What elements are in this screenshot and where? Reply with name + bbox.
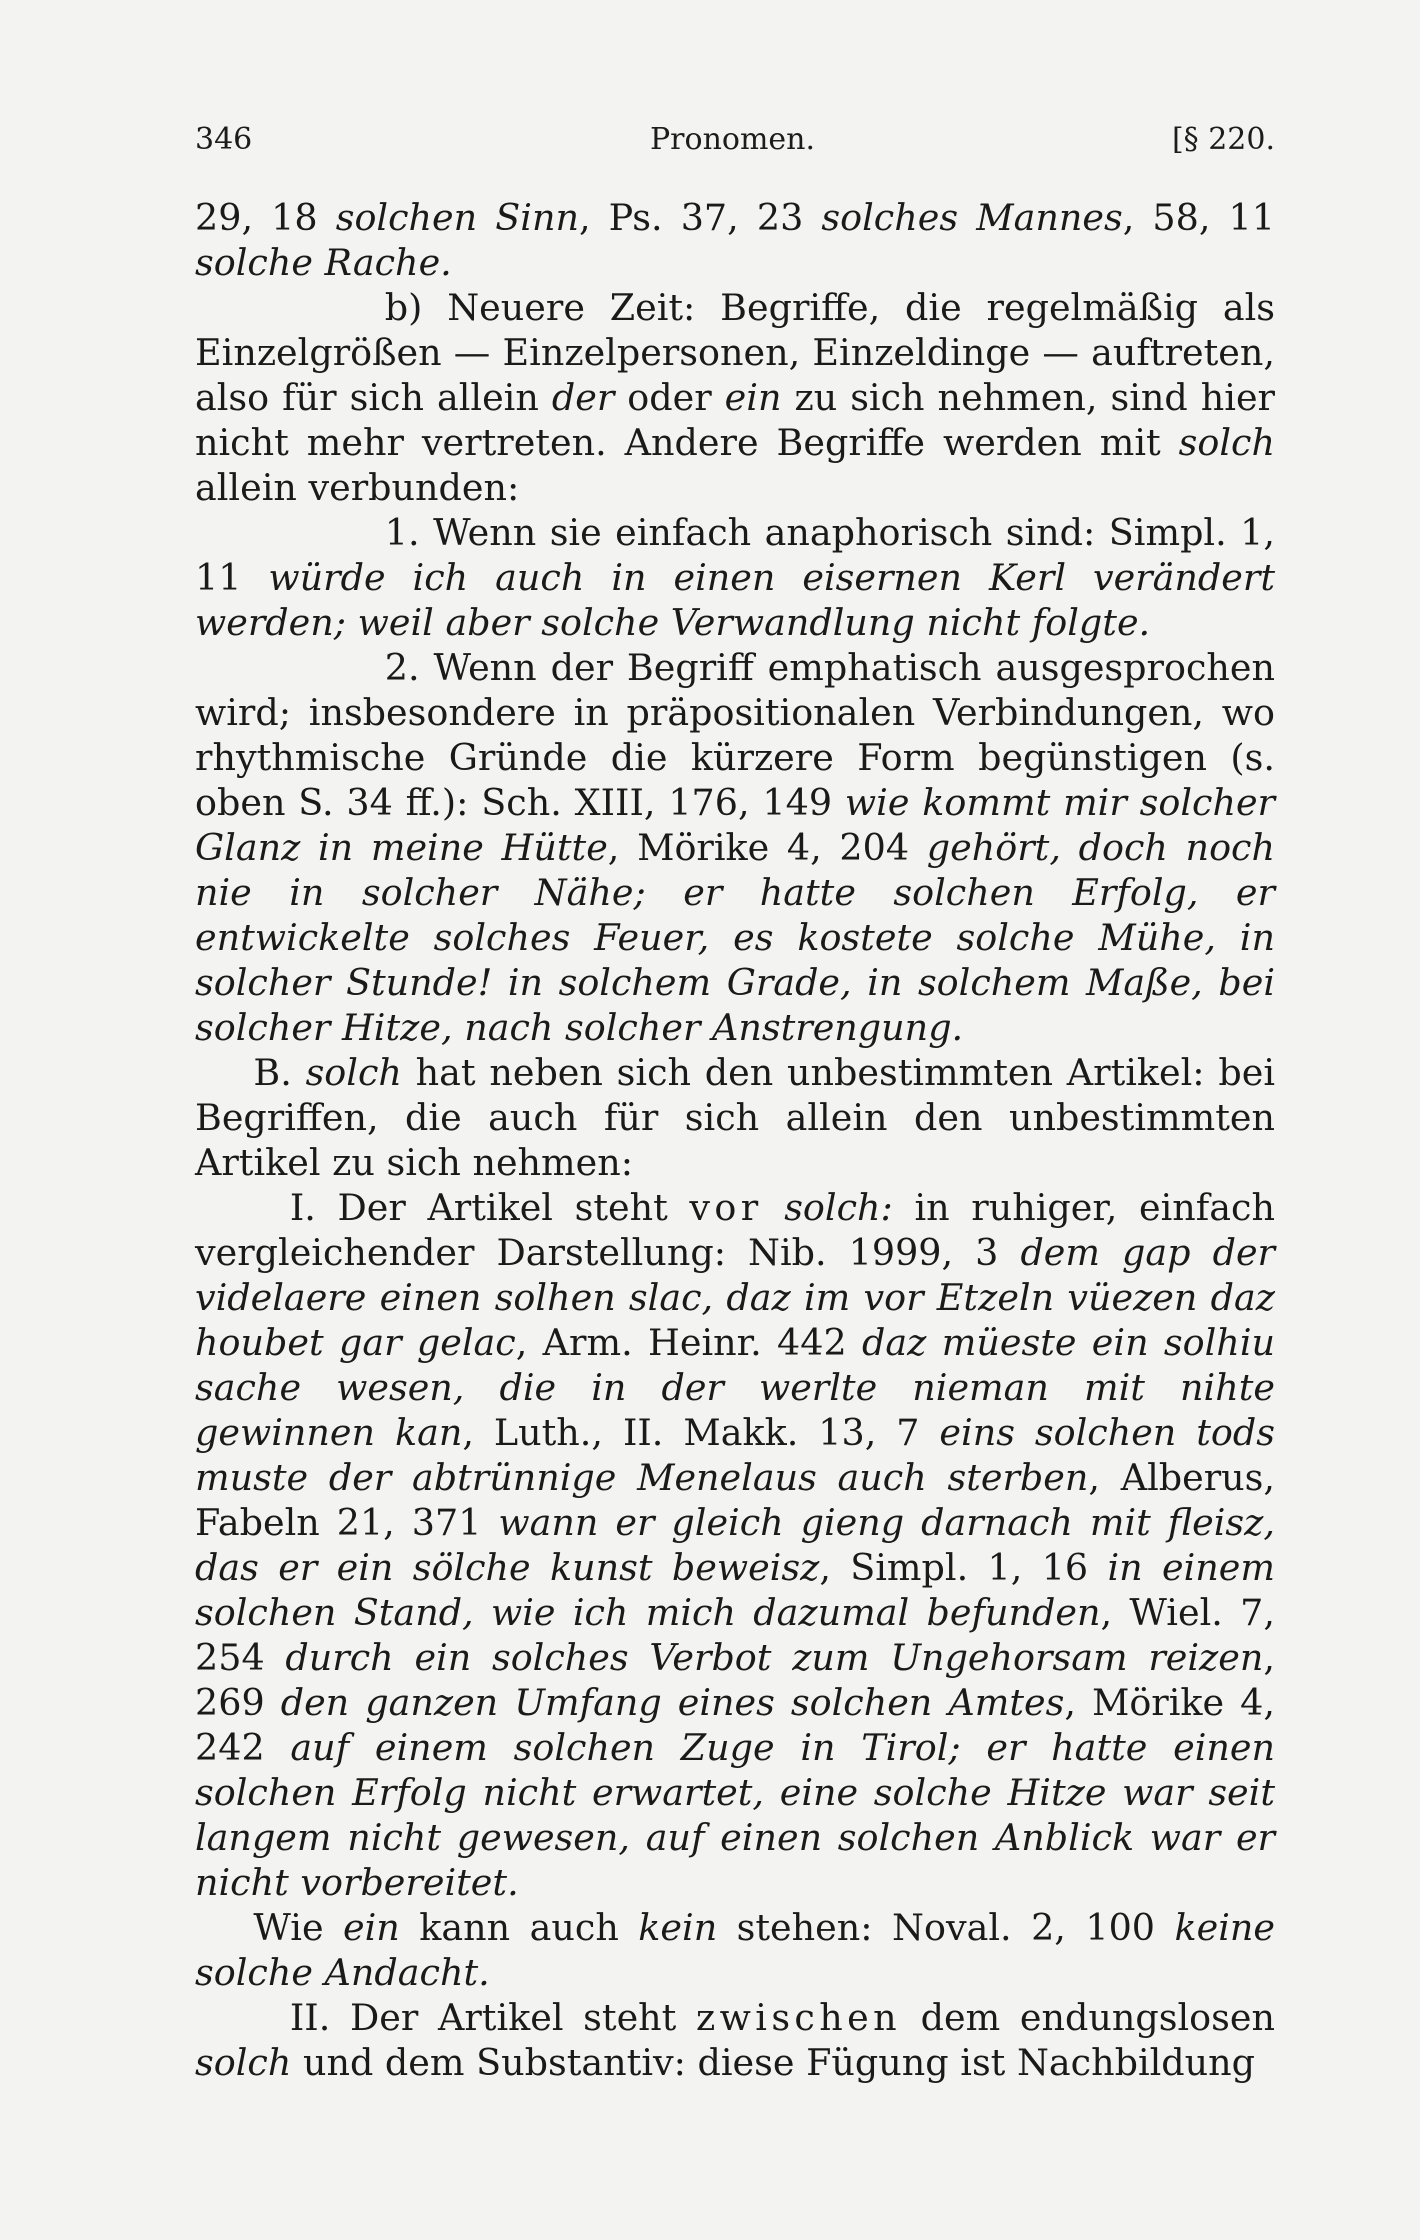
paragraph: b) Neuere Zeit: Begriffe, die regelmäßig als Einzelgrößen — Einzelpersonen, Einzeldinge — auftreten, also für sich allein der oder ein zu sich nehmen, sind hier nicht mehr vertreten. Andere Begriffe werden mit solch allein verbunden: [195,286,1275,509]
running-title: Pronomen. [650,122,816,157]
page-number: 346 [195,122,253,157]
paragraph: B. solch hat neben sich den unbestimmten Artikel: bei Begriffen, die auch für sich allein den unbestimmten Artikel zu sich nehmen: [195,1051,1275,1184]
body-text [195,195,1275,2085]
paragraph: I. Der Artikel steht vor solch: in ruhiger, einfach vergleichender Darstellung: Nib. 1999, 3 dem gap der videlaere einen solhen slac, daz im vor Etzeln vüezen daz houbet gar gelac, Arm. Heinr. 442 daz müeste ein solhiu sache wesen, die in der werlte nieman mit nihte gewinnen kan, Luth., II. Makk. 13, 7 eins solchen tods muste der abtrünnige Menelaus auch sterben, Alberus, Fabeln 21, 371 wann er gleich gieng darnach mit fleisz, das er ein sölche kunst beweisz, Simpl. 1, 16 in einem solchen Stand, wie ich mich dazumal befunden, Wiel. 7, 254 durch ein solches Verbot zum Ungehorsam reizen, 269 den ganzen Umfang eines solchen Amtes, Mörike 4, 242 auf einem solchen Zuge in Tirol; er hatte einen solchen Erfolg nicht erwartet, eine solche Hitze war seit langem nicht gewesen, auf einen solchen Anblick war er nicht vorbereitet. [195,1186,1276,1904]
section-reference: [§ 220. [1171,122,1275,157]
paragraph: Wie ein kann auch kein stehen: Noval. 2, 100 keine solche Andacht. [195,1906,1275,1994]
running-header [195,122,1275,166]
paragraph: 29, 18 solchen Sinn, Ps. 37, 23 solches Mannes, 58, 11 solche Rache. [195,196,1276,284]
paragraph: II. Der Artikel steht zwischen dem endungslosen solch und dem Substantiv: diese Fügung ist Nachbildung [195,1996,1275,2084]
paragraph: 1. Wenn sie einfach anaphorisch sind: Simpl. 1, 11 würde ich auch in einen eisernen Kerl verändert werden; weil aber solche Verwandlung nicht folgte. [195,511,1275,644]
paragraph: 2. Wenn der Begriff emphatisch ausgesprochen wird; insbesondere in präpositionalen Verbindungen, wo rhythmische Gründe die kürzere Form begünstigen (s. oben S. 34 ff.): Sch. XIII, 176, 149 wie kommt mir solcher Glanz in meine Hütte, Mörike 4, 204 gehört, doch noch nie in solcher Nähe; er hatte solchen Erfolg, er entwickelte solches Feuer, es kostete solche Mühe, in solcher Stunde! in solchem Grade, in solchem Maße, bei solcher Hitze, nach solcher Anstrengung. [195,646,1276,1049]
